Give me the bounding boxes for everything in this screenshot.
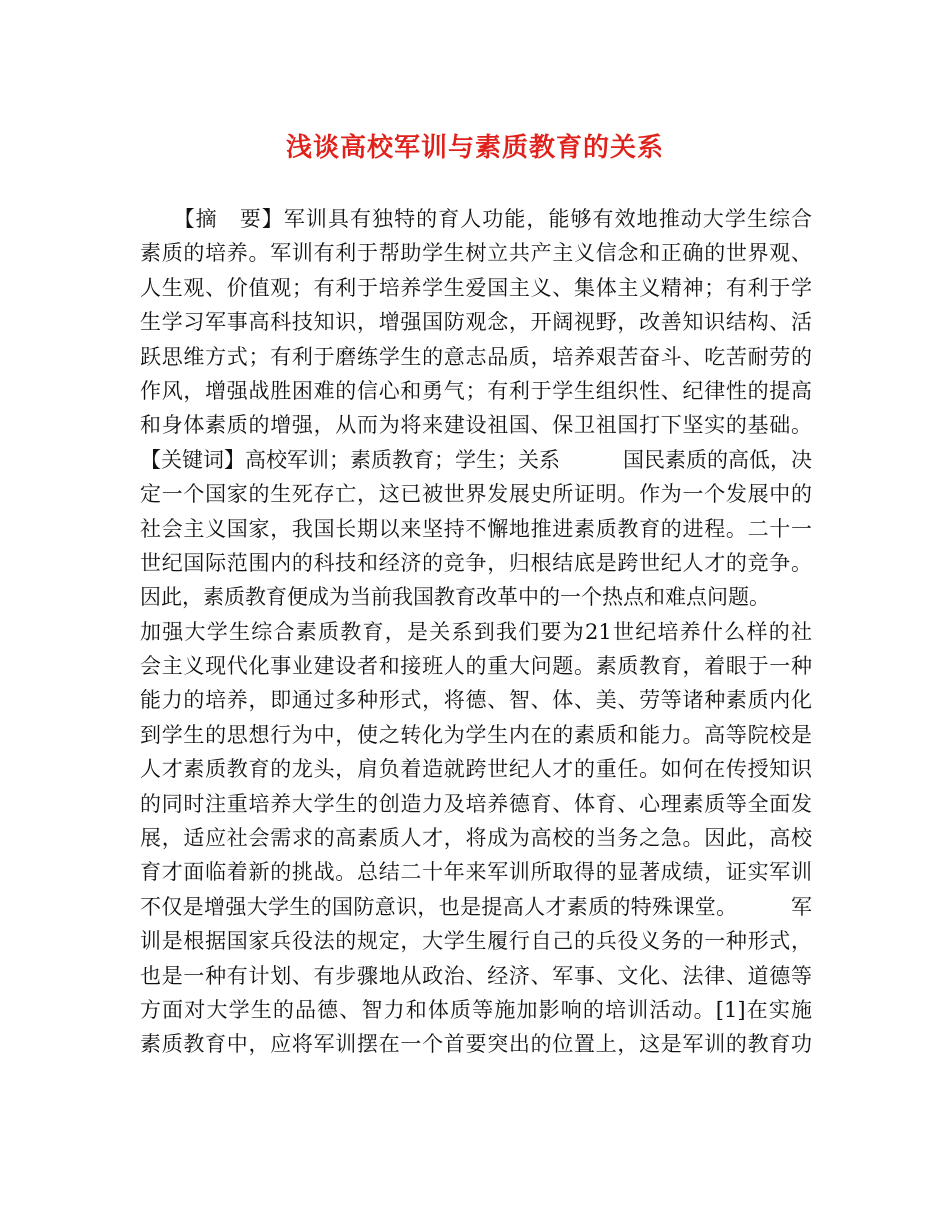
body-line-23: 也是一种有计划、有步骤地从政治、经济、军事、文化、法律、道德等	[140, 963, 812, 988]
body-line-1: 【摘 要】军训具有独特的育人功能，能够有效地推动大学生综合	[140, 207, 812, 231]
body-line-10: 社会主义国家，我国长期以来坚持不懈地推进素质教育的进程。二十一	[140, 516, 812, 541]
body-line-15: 能力的培养，即通过多种形式，将德、智、体、美、劳等诸种素质内化	[140, 688, 812, 713]
body-line-5: 跃思维方式；有利于磨练学生的意志品质，培养艰苦奋斗、吃苦耐劳的	[140, 344, 812, 369]
body-line-19: 展，适应社会需求的高素质人才，将成为高校的当务之急。因此，高校	[140, 826, 812, 851]
body-line-8: 【关键词】高校军训；素质教育；学生；关系 国民素质的高低，决	[140, 447, 812, 472]
body-line-14: 会主义现代化事业建设者和接班人的重大问题。素质教育，着眼于一种	[140, 654, 812, 679]
body-line-22: 训是根据国家兵役法的规定，大学生履行自己的兵役义务的一种形式，	[140, 929, 812, 954]
body-line-3: 人生观、价值观；有利于培养学生爱国主义、集体主义精神；有利于学	[140, 275, 812, 300]
body-line-7: 和身体素质的增强，从而为将来建设祖国、保卫祖国打下坚实的基础。	[140, 413, 812, 438]
body-line-6: 作风，增强战胜困难的信心和勇气；有利于学生组织性、纪律性的提高	[140, 378, 812, 403]
body-line-20: 育才面临着新的挑战。总结二十年来军训所取得的显著成绩，证实军训	[140, 860, 812, 885]
body-line-2: 素质的培养。军训有利于帮助学生树立共产主义信念和正确的世界观、	[140, 241, 812, 266]
document-body	[140, 202, 812, 1062]
document-title: 浅谈高校军训与素质教育的关系	[285, 133, 664, 163]
body-line-24: 方面对大学生的品德、智力和体质等施加影响的培训活动。[1]在实施	[140, 997, 812, 1022]
body-line-17: 人才素质教育的龙头，肩负着造就跨世纪人才的重任。如何在传授知识	[140, 757, 812, 782]
body-line-21: 不仅是增强大学生的国防意识，也是提高人才素质的特殊课堂。 军	[140, 894, 812, 919]
body-line-25: 素质教育中，应将军训摆在一个首要突出的位置上，这是军训的教育功	[140, 1032, 812, 1057]
body-line-4: 生学习军事高科技知识，增强国防观念，开阔视野，改善知识结构、活	[140, 310, 812, 335]
body-line-11: 世纪国际范围内的科技和经济的竞争，归根结底是跨世纪人才的竞争。	[140, 550, 812, 575]
body-line-9: 定一个国家的生死存亡，这已被世界发展史所证明。作为一个发展中的	[140, 482, 812, 507]
body-line-13: 加强大学生综合素质教育，是关系到我们要为21世纪培养什么样的社	[140, 619, 812, 644]
body-line-18: 的同时注重培养大学生的创造力及培养德育、体育、心理素质等全面发	[140, 791, 812, 816]
body-line-16: 到学生的思想行为中，使之转化为学生内在的素质和能力。高等院校是	[140, 722, 812, 747]
body-line-12: 因此，素质教育便成为当前我国教育改革中的一个热点和难点问题。	[140, 585, 770, 610]
